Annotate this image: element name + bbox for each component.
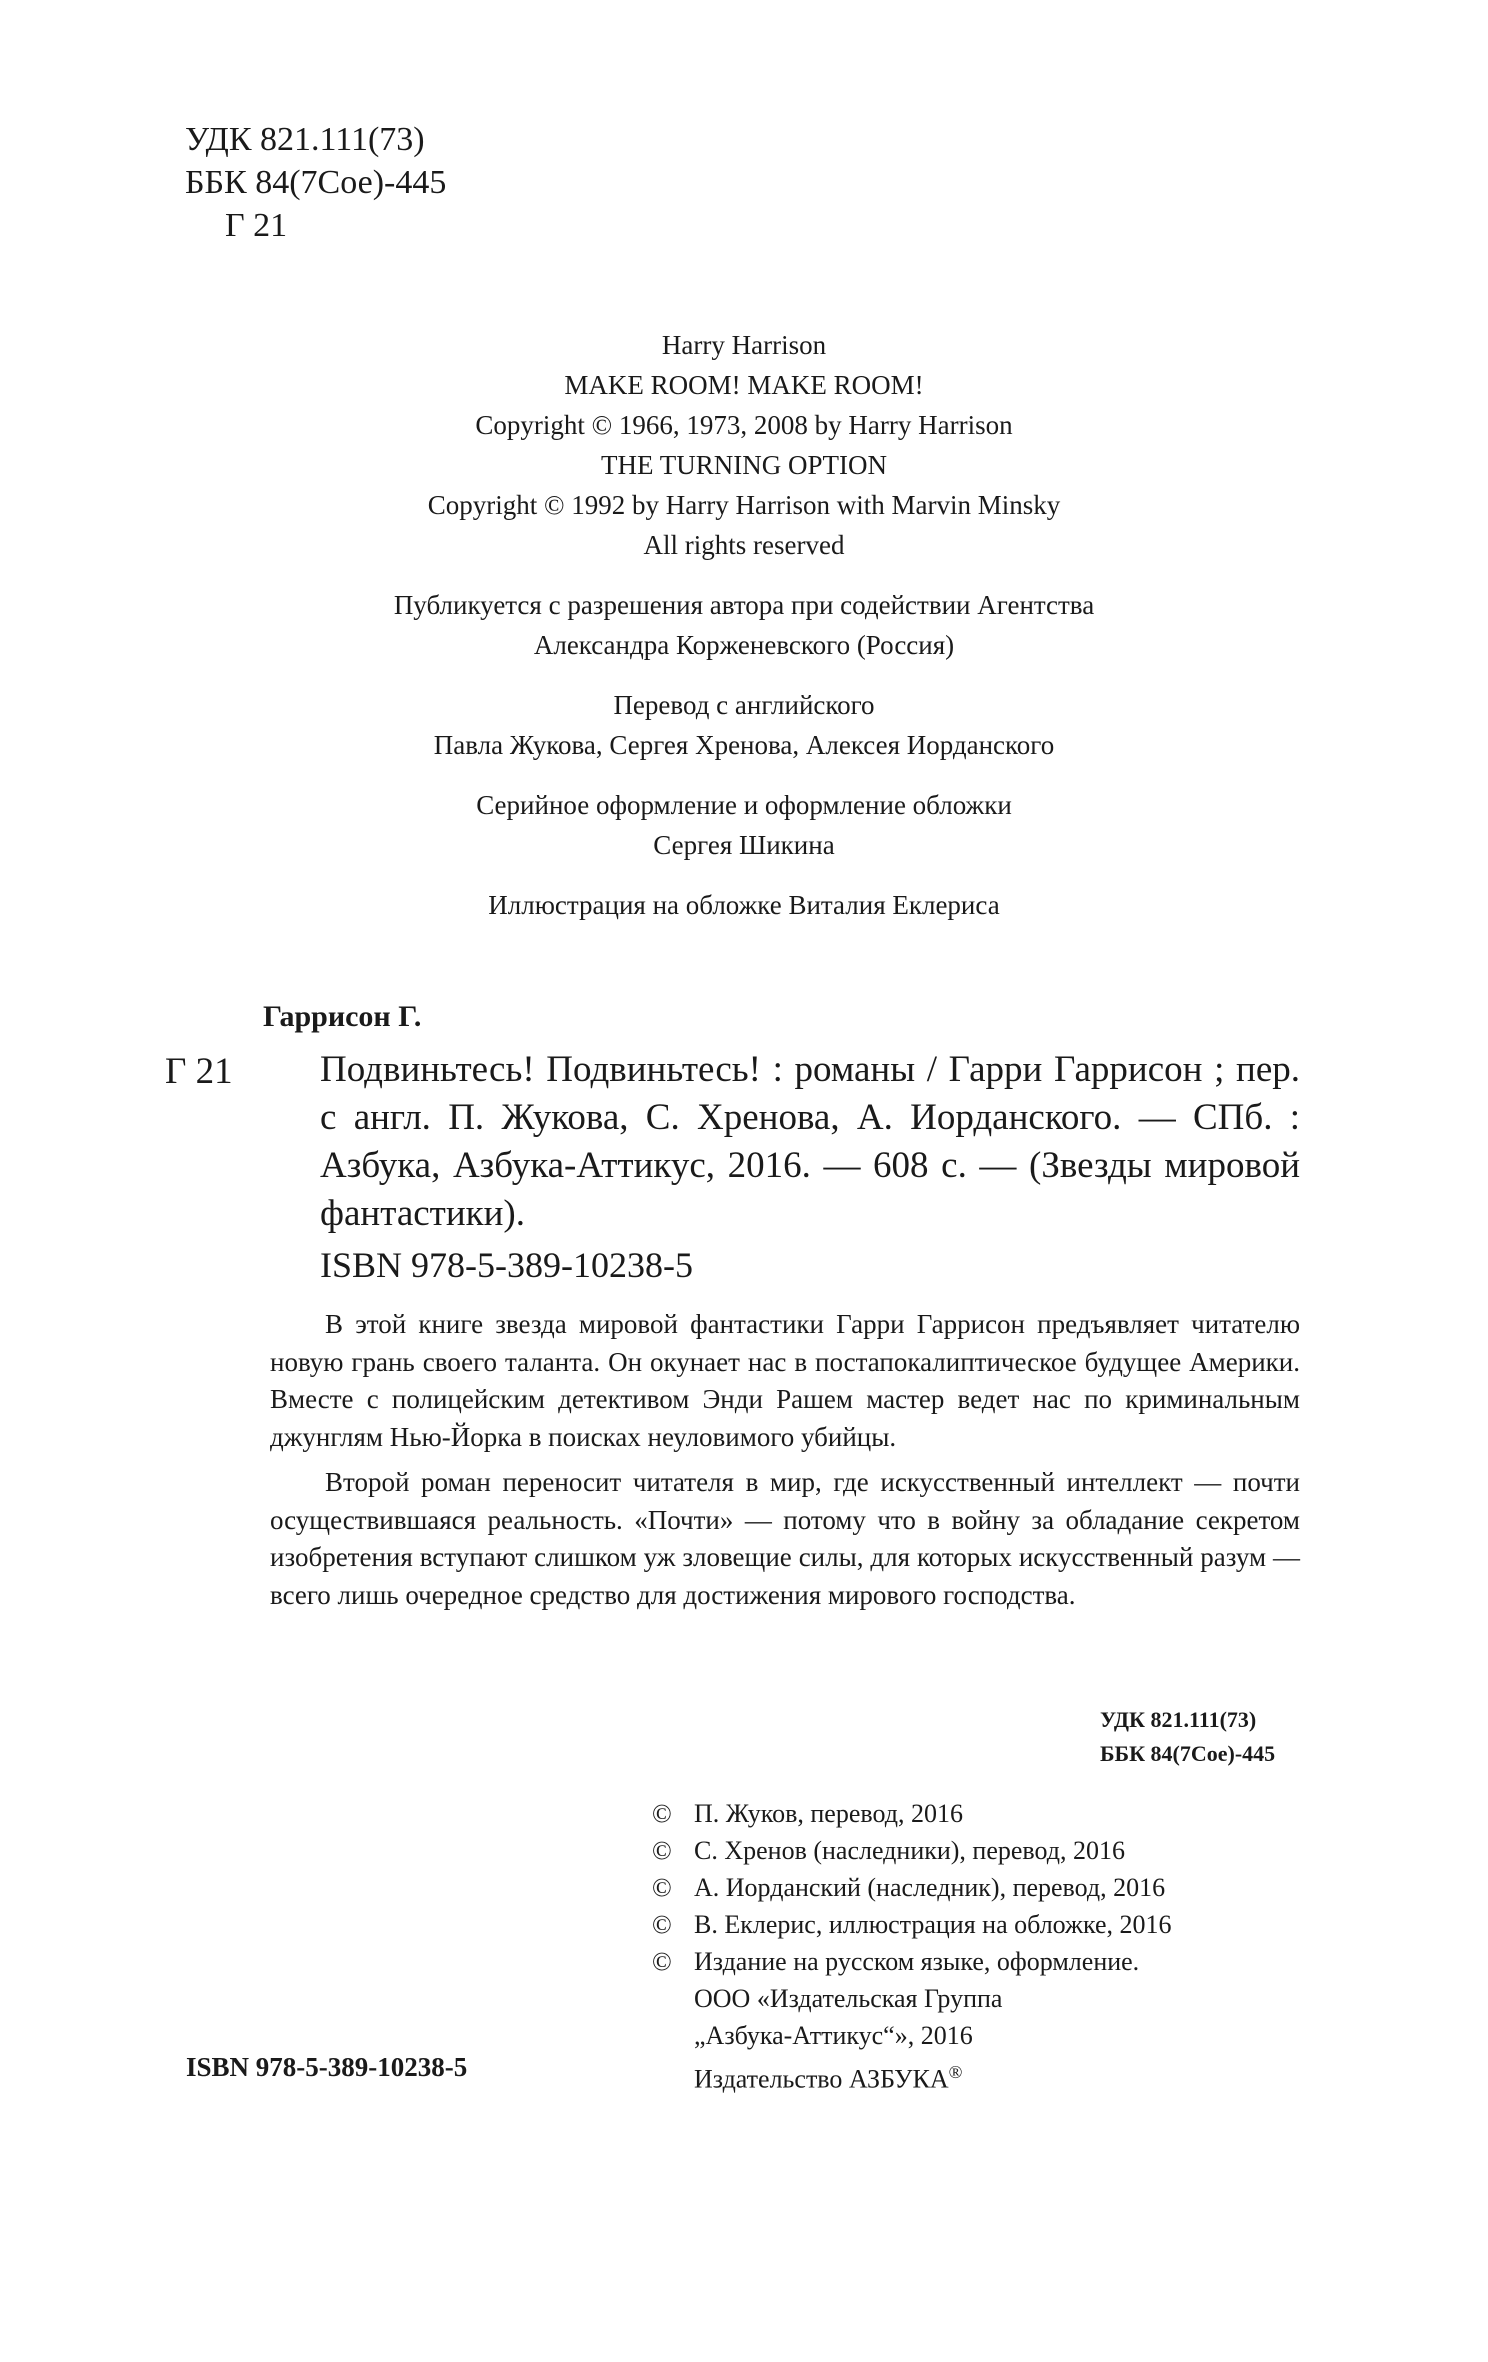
publisher-line bbox=[652, 2054, 1172, 2098]
credits bbox=[200, 585, 1288, 945]
copyright-text: В. Еклерис, иллюстрация на обложке, 2016 bbox=[694, 1910, 1172, 1939]
credit-illustration bbox=[200, 885, 1288, 925]
bbk-code: ББК 84(7Сое)-445 bbox=[185, 164, 447, 201]
copyright-symbol: © bbox=[652, 1910, 672, 1939]
isbn-bottom: ISBN 978-5-389-10238-5 bbox=[186, 2052, 468, 2082]
catalog-isbn: ISBN 978-5-389-10238-5 bbox=[320, 1245, 693, 1285]
original-line: Copyright © 1992 by Harry Harrison with Marvin Minsky bbox=[427, 490, 1061, 520]
credit-permission bbox=[200, 585, 1288, 665]
annotation bbox=[270, 1306, 1300, 1614]
udk-code-right: УДК 821.111(73) bbox=[1100, 1707, 1257, 1732]
copyright-symbol: © bbox=[652, 1836, 672, 1865]
copyright-text: П. Жуков, перевод, 2016 bbox=[694, 1799, 963, 1828]
credit-translation bbox=[200, 685, 1288, 765]
publisher-line: „Азбука-Аттикус“», 2016 bbox=[694, 2021, 973, 2050]
original-line: Copyright © 1966, 1973, 2008 by Harry Harrison bbox=[475, 410, 1013, 440]
copyright-symbol: © bbox=[652, 1799, 672, 1828]
copyright-row bbox=[652, 1795, 1172, 1832]
credit-design bbox=[200, 785, 1288, 865]
classification-codes bbox=[185, 118, 446, 247]
classification-codes-right bbox=[1100, 1703, 1290, 1771]
credit-line: Перевод с английского bbox=[613, 690, 875, 720]
annotation-paragraph: Второй роман переносит читателя в мир, где искусственный интеллект — почти осуществившаяся реальность. «Почти» — потому что в войну за обладание секретом изобретения вступают слишком уж зловещие силы, для которых искусственный разум — всего лишь очередное средство для достижения мирового господства. bbox=[270, 1467, 1300, 1610]
author-mark: Г 21 bbox=[225, 207, 288, 244]
bbk-code-right: ББК 84(7Сое)-445 bbox=[1100, 1741, 1276, 1766]
original-line: Harry Harrison bbox=[661, 330, 827, 360]
publisher-name: Издательство АЗБУКА bbox=[694, 2064, 949, 2094]
credit-line: Иллюстрация на обложке Виталия Еклериса bbox=[488, 890, 1000, 920]
credit-line: Сергея Шикина bbox=[653, 830, 835, 860]
copyright-row bbox=[652, 1832, 1172, 1869]
copyright-symbol: © bbox=[652, 1947, 672, 1976]
catalog-code: Г 21 bbox=[165, 1051, 233, 1092]
copyright-row bbox=[652, 1869, 1172, 1906]
copyright-text: А. Иорданский (наследник), перевод, 2016 bbox=[694, 1873, 1166, 1902]
credit-line: Публикуется с разрешения автора при содействии Агентства bbox=[393, 590, 1095, 620]
publisher-line: ООО «Издательская Группа bbox=[694, 1984, 1003, 2013]
catalog-entry: Подвиньтесь! Подвиньтесь! : романы / Гарри Гаррисон ; пер. с англ. П. Жукова, С. Хренова, А. Иорданского. — СПб. : Азбука, Азбука-Аттикус, 2016. — 608 с. — (Звезды мировой фантастики). bbox=[320, 1049, 1300, 1234]
copyright-text: С. Хренов (наследники), перевод, 2016 bbox=[694, 1836, 1126, 1865]
annotation-paragraph: В этой книге звезда мировой фантастики Гарри Гаррисон предъявляет читателю новую грань своего таланта. Он окунает нас в постапокалиптическое будущее Америки. Вместе с полицейским детективом Энди Рашем мастер ведет нас по криминальным джунглям Нью-Йорка в поисках неуловимого убийцы. bbox=[270, 1309, 1300, 1452]
original-line: All rights reserved bbox=[643, 530, 845, 560]
copyright-row bbox=[652, 1906, 1172, 1943]
copyright-row bbox=[652, 1943, 1172, 1980]
credit-line: Павла Жукова, Сергея Хренова, Алексея Иорданского bbox=[433, 730, 1055, 760]
original-line: MAKE ROOM! MAKE ROOM! bbox=[564, 370, 924, 400]
copyright-text: Издание на русском языке, оформление. bbox=[694, 1947, 1140, 1976]
catalog-author: Гаррисон Г. bbox=[263, 1000, 422, 1033]
registered-mark: ® bbox=[948, 2062, 963, 2082]
copyright-symbol: © bbox=[652, 1873, 672, 1902]
copyright-notices bbox=[652, 1795, 1172, 2098]
original-edition-info bbox=[200, 325, 1288, 565]
credit-line: Серийное оформление и оформление обложки bbox=[476, 790, 1012, 820]
udk-code: УДК 821.111(73) bbox=[185, 121, 425, 158]
credit-line: Александра Корженевского (Россия) bbox=[533, 630, 955, 660]
original-line: THE TURNING OPTION bbox=[601, 450, 887, 480]
